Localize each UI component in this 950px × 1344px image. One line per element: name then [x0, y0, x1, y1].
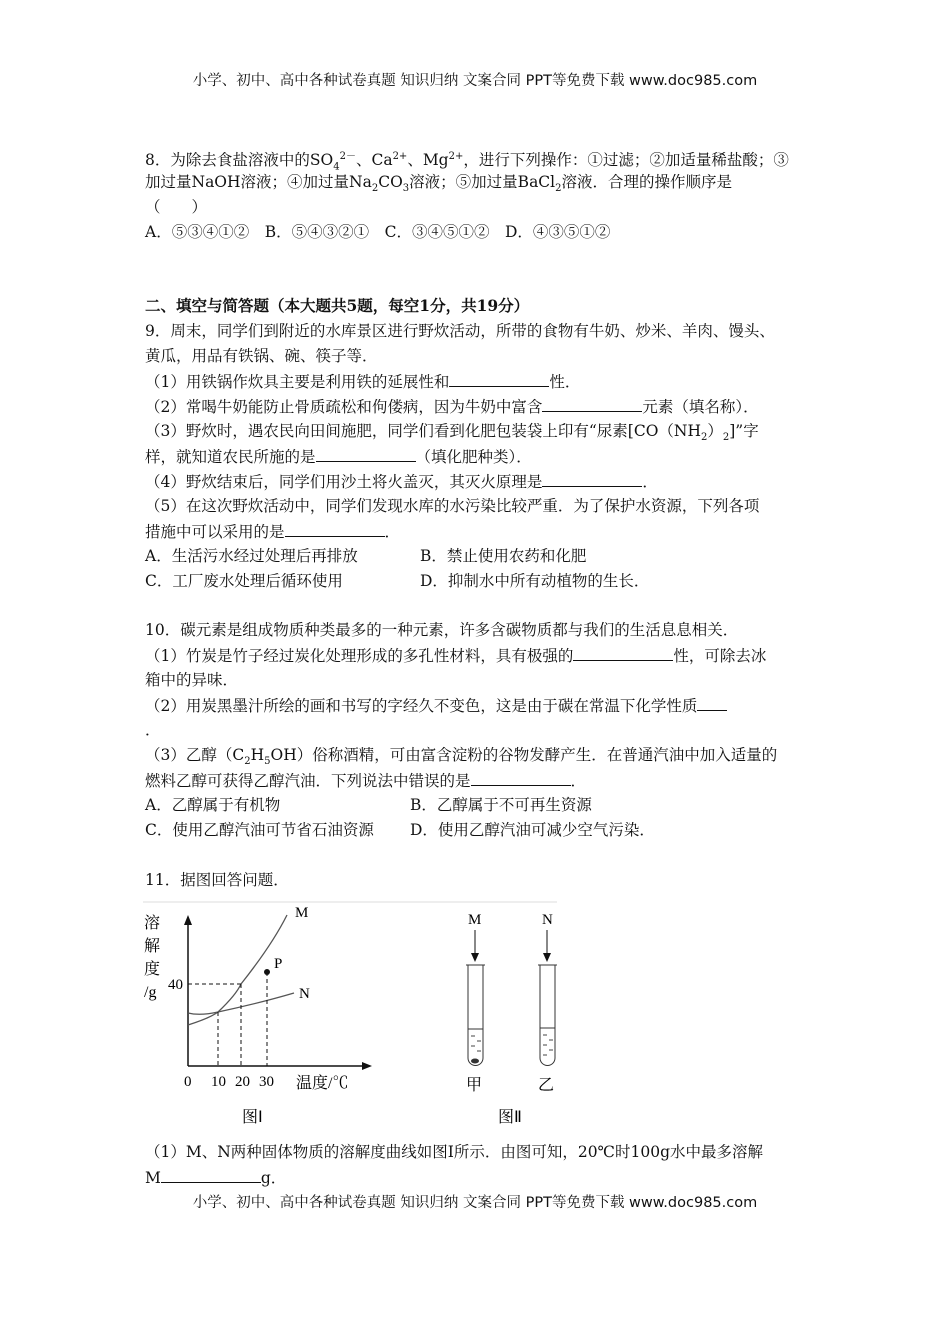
arrow-head	[471, 953, 479, 962]
point-p	[264, 969, 270, 975]
tube-m-label: M	[468, 912, 482, 928]
x-axis-label: 温度/℃	[296, 1075, 349, 1092]
page-footer: 小学、初中、高中各种试卷真题 知识归纳 文案合同 PPT等免费下载 www.doc985.com	[192, 1195, 758, 1211]
text: 2+	[392, 151, 408, 162]
y-label: 溶	[144, 915, 161, 932]
x-tick-label: 0	[184, 1074, 192, 1090]
text: ．	[642, 473, 658, 491]
text: （1）M、N两种固体物质的溶解度曲线如图Ⅰ所示．由图可知，20℃时100g水中最多溶解	[145, 1143, 763, 1161]
text: M	[145, 1169, 161, 1187]
text: g．	[260, 1169, 287, 1187]
option-d: D．④③⑤①②	[504, 223, 611, 241]
precipitate	[471, 1059, 479, 1064]
y-tick-label: 40	[168, 977, 183, 993]
text: （3）野炊时，遇农民向田间施肥，同学们看到化肥包装袋上印有“尿素[CO（NH	[145, 422, 701, 440]
text: OH）俗称酒精，可由富含淀粉的谷物发酵产生．在普通汽油中加入适量的	[270, 746, 778, 764]
text: 、Mg	[407, 151, 449, 170]
y-label: /g	[144, 984, 157, 1001]
option-b: B．⑤④③②①	[264, 223, 370, 241]
text: 溶液；⑤加过量BaCl	[409, 173, 556, 191]
text: （2）常喝牛奶能防止骨质疏松和佝偻病，因为牛奶中富含	[145, 398, 543, 416]
text: 箱中的异味．	[145, 671, 239, 689]
answer-blank	[161, 1167, 261, 1183]
option-c: C．工厂废水处理后循环使用	[145, 572, 343, 590]
text: H	[250, 746, 265, 764]
curve-m	[188, 915, 287, 1025]
text: （1）竹炭是竹子经过炭化处理形成的多孔性材料，具有极强的	[145, 647, 574, 665]
text: 黄瓜，用品有铁锅、碗、筷子等．	[145, 347, 378, 365]
test-tubes	[466, 912, 557, 1126]
y-axis-arrow	[184, 915, 192, 925]
text: （3）乙醇（C	[145, 746, 245, 764]
arrow-head	[543, 953, 551, 962]
text: 、Ca	[355, 151, 393, 170]
option-a: A．⑤③④①②	[145, 223, 250, 241]
text: 加过量NaOH溶液；④加过量Na	[145, 173, 372, 191]
liquid	[543, 1035, 553, 1055]
tube-jia	[468, 965, 483, 1066]
text: 2－	[339, 151, 356, 162]
text: 性，可除去冰	[673, 647, 767, 665]
text: CO	[378, 173, 403, 191]
text: 措施中可以采用的是	[145, 523, 285, 541]
y-label: 解	[144, 938, 161, 955]
text: 9．周末，同学们到附近的水库景区进行野炊活动，所带的食物有牛奶、炒米、羊肉、馒头、	[145, 322, 775, 340]
text: 2+	[448, 151, 464, 162]
text: ．	[570, 772, 587, 790]
option-d: D．抑制水中所有动植物的生长．	[420, 572, 650, 590]
option-a: A．乙醇属于有机物	[145, 796, 281, 814]
text: 样，就知道农民所施的是	[145, 448, 316, 466]
text: ．	[145, 721, 161, 739]
text: 溶液．合理的操作顺序是	[561, 173, 733, 191]
text: 2	[555, 183, 562, 195]
tube-n-label: N	[542, 912, 553, 928]
text: ，进行下列操作：①过滤；②加适量稀盐酸；③	[463, 151, 789, 170]
option-c: C．③④⑤①②	[384, 223, 490, 241]
tube-jia-label: 甲	[466, 1077, 483, 1094]
option-c: C．使用乙醇汽油可节省石油资源	[145, 821, 374, 839]
text: 燃料乙醇可获得乙醇汽油．下列说法中错误的是	[145, 772, 471, 790]
x-tick-label: 10	[211, 1074, 226, 1090]
text: 4	[333, 161, 340, 173]
option-d: D．使用乙醇汽油可减少空气污染．	[410, 821, 655, 839]
text: 2	[371, 183, 379, 195]
figure-caption: 图Ⅰ	[242, 1109, 263, 1126]
x-tick-label: 30	[259, 1074, 274, 1090]
text: 10．碳元素是组成物质种类最多的一种元素，许多含碳物质都与我们的生活息息相关．	[145, 621, 739, 639]
section-heading: 二、填空与简答题（本大题共5题，每空1分，共19分）	[145, 296, 530, 315]
text: （1）用铁锅作炊具主要是利用铁的延展性和	[145, 373, 450, 391]
curve-n	[188, 993, 294, 1014]
text: 2	[700, 432, 708, 444]
text: 性．	[549, 373, 581, 391]
text: ]”字	[729, 422, 759, 440]
x-tick-label: 20	[235, 1074, 250, 1090]
page-header: 小学、初中、高中各种试卷真题 知识归纳 文案合同 PPT等免费下载 www.doc985.com	[192, 73, 758, 89]
text: 2	[722, 432, 730, 444]
x-axis-arrow	[362, 1062, 372, 1070]
question-11: 11．据图回答问题．	[145, 871, 289, 889]
text: 元素（填名称）．	[642, 398, 759, 416]
text: 2	[244, 756, 251, 768]
curve-m-label: M	[295, 905, 309, 921]
option-b: B．乙醇属于不可再生资源	[410, 796, 592, 814]
tube-yi-label: 乙	[538, 1077, 555, 1094]
text: ）	[707, 422, 723, 440]
option-a: A．生活污水经过处理后再排放	[145, 547, 358, 565]
answer-bracket: （ ）	[145, 198, 208, 216]
option-b: B．禁止使用农药和化肥	[420, 547, 587, 565]
text: （5）在这次野炊活动中，同学们发现水库的水污染比较严重．为了保护水资源，下列各项	[145, 497, 760, 515]
figure-caption: 图Ⅱ	[498, 1109, 522, 1126]
text: （4）野炊结束后，同学们用沙土将火盖灭，其灭火原理是	[145, 473, 543, 491]
point-p-label: P	[274, 956, 283, 972]
liquid	[471, 1036, 481, 1051]
guide-lines	[188, 972, 267, 1066]
text: 5	[264, 756, 271, 768]
text: （填化肥种类）．	[415, 448, 532, 466]
text: （2）用炭黑墨汁所绘的画和书写的字经久不变色，这是由于碳在常温下化学性质	[145, 697, 698, 715]
solubility-graph	[144, 905, 372, 1126]
text: 8．为除去食盐溶液中的SO	[145, 151, 334, 170]
text: 3	[402, 183, 410, 195]
curve-n-label: N	[299, 986, 310, 1002]
y-label: 度	[144, 961, 161, 978]
text: ．	[384, 523, 401, 541]
